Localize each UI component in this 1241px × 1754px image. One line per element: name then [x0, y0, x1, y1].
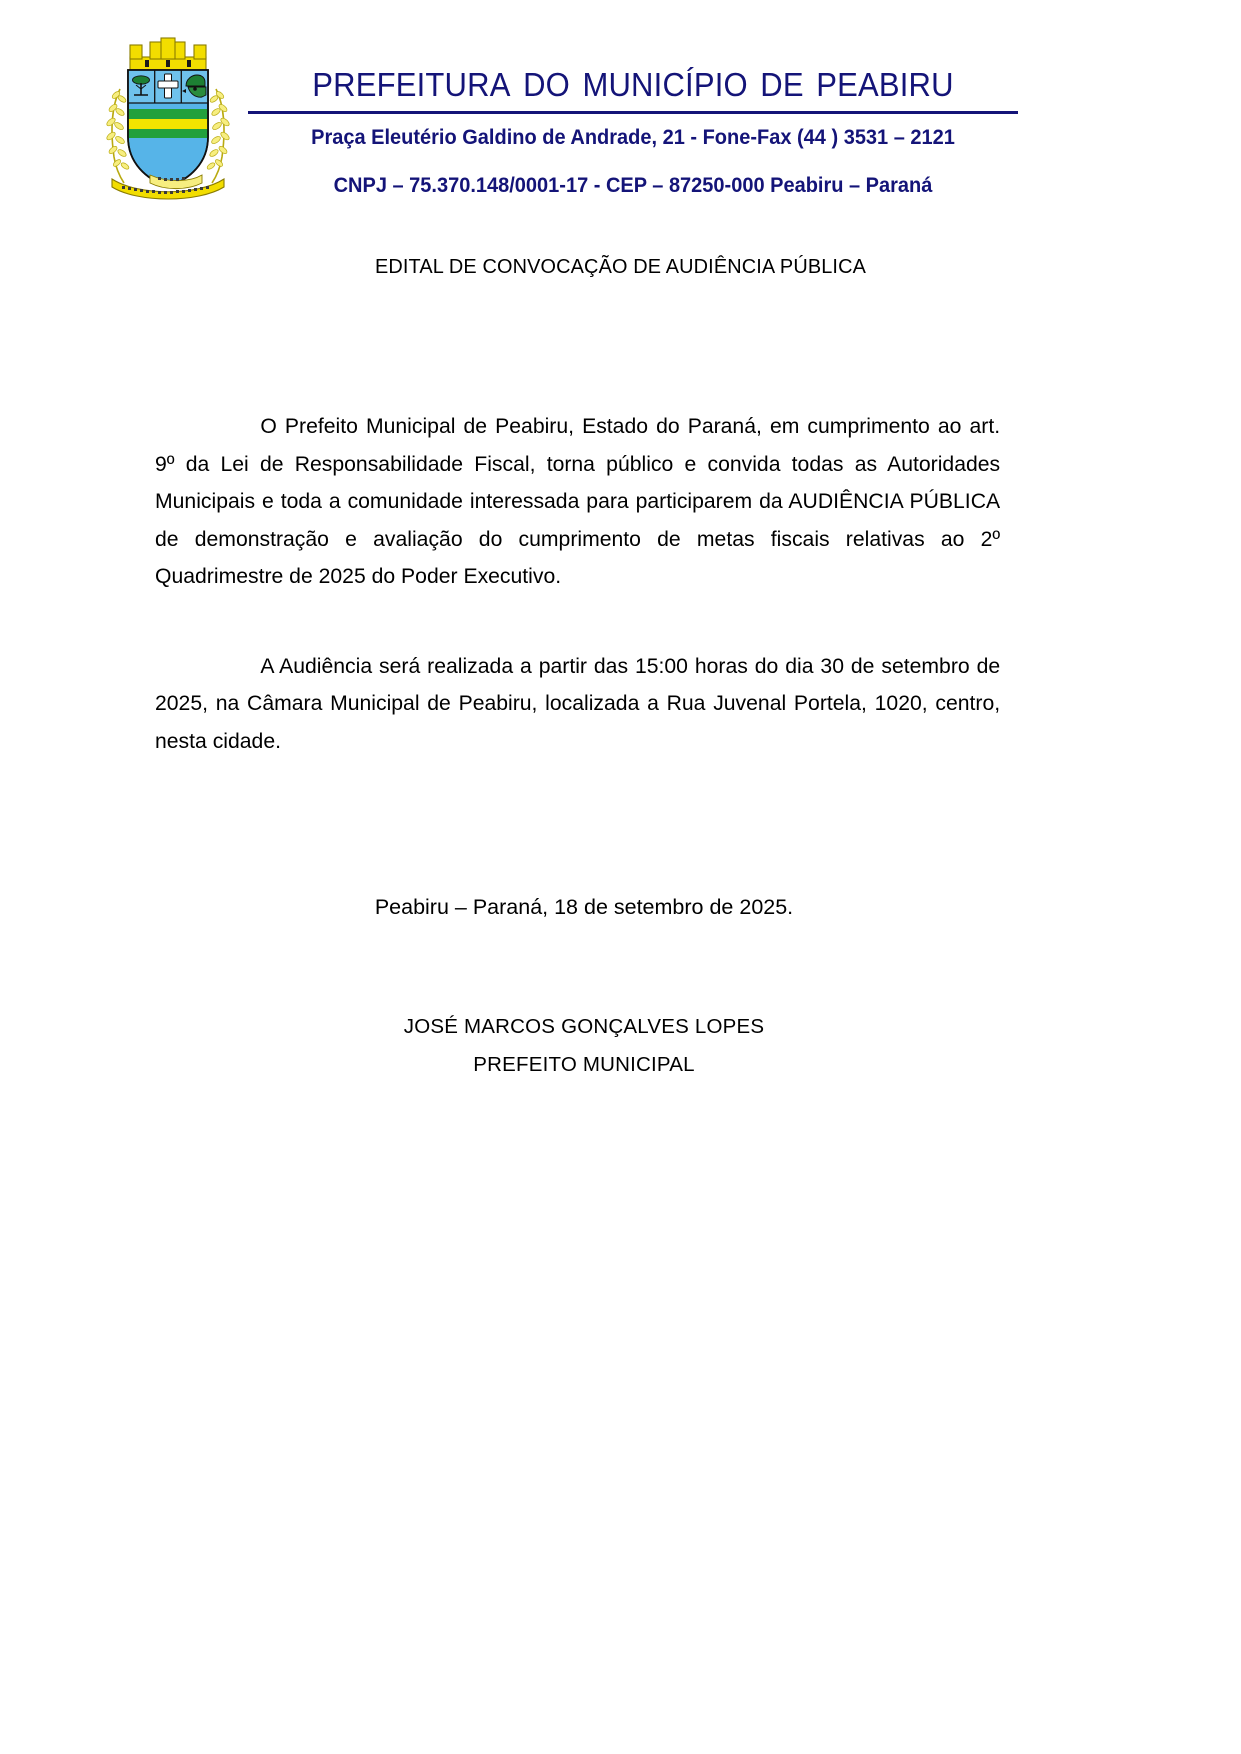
paragraph-spacer: [155, 596, 1013, 648]
signature-block: [155, 1008, 1013, 1084]
registry-line: CNPJ – 75.370.148/0001-17 - CEP – 87250-000 Peabiru – Paraná: [333, 172, 933, 197]
signatory-name: JOSÉ MARCOS GONÇALVES LOPES: [403, 1015, 765, 1038]
place-and-date: Peabiru – Paraná, 18 de setembro de 2025.: [374, 895, 794, 919]
paragraph-convocation: O Prefeito Municipal de Peabiru, Estado do Paraná, em cumprimento ao art. 9º da Lei de Responsabilidade Fiscal, torna público e convida todas as Autoridades Municipais e toda a comunidade interessada para participarem da AUDIÊNCIA PÚBLICA de demonstração e avaliação do cumprimento de metas fiscais relativas ao 2º Quadrimestre de 2025 do Poder Executivo.: [155, 414, 1001, 588]
letterhead-text: [238, 53, 1028, 198]
coat-of-arms-icon: [98, 33, 238, 205]
document-body: [155, 408, 1013, 760]
address-line: Praça Eleutério Galdino de Andrade, 21 - Fone-Fax (44 ) 3531 – 2121: [311, 124, 955, 149]
title-underline-rule: [248, 111, 1018, 114]
paragraph-schedule: A Audiência será realizada a partir das 15:00 horas do dia 30 de setembro de 2025, na Câmara Municipal de Peabiru, localizada a Rua Juvenal Portela, 1020, centro, nesta cidade.: [155, 653, 1001, 753]
organization-title: prefeitura do município de peabiru: [312, 53, 954, 106]
page-title: EDITAL DE CONVOCAÇÃO DE AUDIÊNCIA PÚBLICA: [374, 255, 867, 278]
signatory-role: PREFEITO MUNICIPAL: [473, 1053, 695, 1076]
letterhead: [0, 0, 1241, 215]
